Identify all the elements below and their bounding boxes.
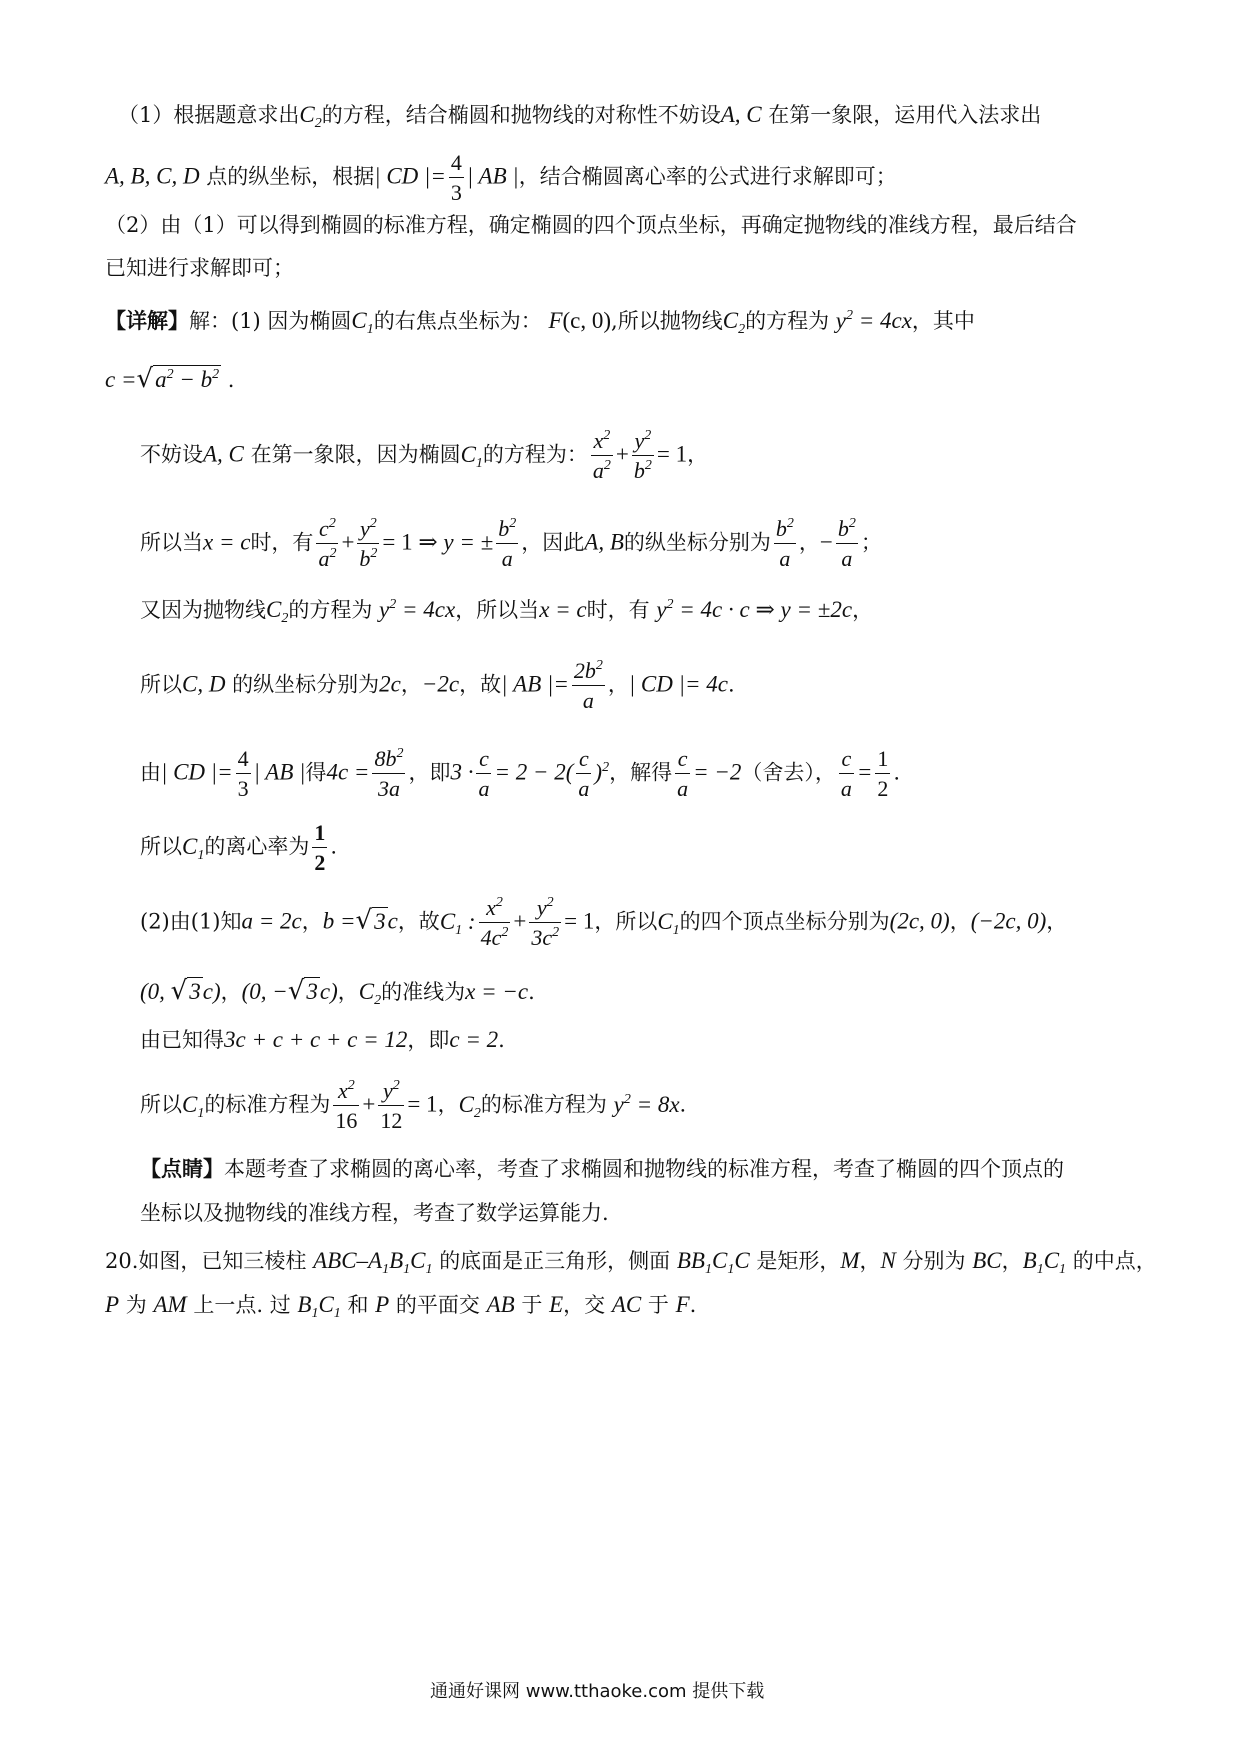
- detail-line-12: 所以$C_1$的标准方程为 $\frac{x^2}{16}$ + $\frac{y^2}{12}$ = 1，$C_2$的标准方程为 $y^2 = 8x$.: [140, 1078, 687, 1133]
- detail-line-6: 所以C, D 的纵坐标分别为2c，−2c，故| AB |= $\frac{2b^2}{a}$ ，| CD |= 4c.: [140, 658, 735, 713]
- page-footer: 通通好课网 www.tthaoke.com 提供下载: [430, 1681, 765, 1702]
- analysis-line-3: （2）由（1）可以得到椭圆的标准方程，确定椭圆的四个顶点坐标，再确定抛物线的准线方程，最后结合: [105, 213, 1077, 237]
- detail-line-11: 由已知得3c + c + c + c = 12，即c = 2.: [140, 1027, 505, 1052]
- detail-line-10: (0, √3c)，(0, −√3c)，$C_2$的准线为x = −c.: [140, 976, 535, 1008]
- detail-line-2: $c =√a^2 - b^2$ .: [105, 364, 235, 394]
- analysis-line-2: A, B, C, D 点的纵坐标，根据| CD |= $\frac{4}{3}$ | AB |，结合椭圆离心率的公式进行求解即可；: [105, 150, 897, 205]
- detail-line-4: 所以当x = c时，有 $\frac{c^2}{a^2}$ + $\frac{y^2}{b^2}$ = 1 ⇒ y = ± $\frac{b^2}{a}$ ，因此A, B的纵坐标分别为 $\frac{b^2}{a}$ ，− $\frac{b^2}{a}$ ；: [140, 516, 882, 571]
- detail-line-7: 由| CD |= $\frac{4}{3}$ | AB |得4c = $\frac{8b^2}{3a}$ ，即3 · $\frac{c}{a}$ = 2 − 2( $\frac{c}{a}$ )$^2$，解得 $\frac{c}{a}$ = −2（舍去）， $\frac{c}{a}$ = $\frac{1}{2}$ .: [140, 746, 901, 801]
- detail-line-8: 所以$C_1$的离心率为 $\frac{1}{2}$ .: [140, 820, 338, 875]
- detail-line-9: (2)由(1)知a = 2c，b =√3c，故$C_1$ : $\frac{x^2}{4c^2}$ + $\frac{y^2}{3c^2}$ = 1，所以$C_1$的四个顶点坐标分别为(2c, 0)，(−2c, 0)，: [140, 895, 1068, 950]
- problem-20-line-1: 20.如图，已知三棱柱 ABC–$A_1B_1C_1$ 的底面是正三角形，侧面 $BB_1C_1C$ 是矩形，M，N 分别为 BC，$B_1C_1$ 的中点，: [105, 1248, 1157, 1277]
- analysis-line-4: 已知进行求解即可；: [105, 256, 294, 280]
- detail-line-3: 不妨设A, C 在第一象限，因为椭圆$C_1$的方程为： $\frac{x^2}{a^2}$ + $\frac{y^2}{b^2}$ = 1，: [140, 428, 709, 483]
- comment-line-1: 【点睛】本题考查了求椭圆的离心率，考查了求椭圆和抛物线的标准方程，考查了椭圆的四个顶点的: [140, 1156, 1064, 1181]
- analysis-line-1: （1）根据题意求出$C_2$的方程，结合椭圆和抛物线的对称性不妨设A, C 在第一象限，运用代入法求出: [118, 102, 1042, 131]
- detail-line-5: 又因为抛物线$C_2$的方程为 $y^2 = 4cx$，所以当x = c时，有 $y^2 = 4c \cdot c$ ⇒ y = ±2c，: [140, 597, 874, 626]
- detail-line-1: 【详解】解：(1) 因为椭圆$C_1$的右焦点坐标为： F(c, 0),所以抛物线$C_2$的方程为 $y^2 = 4cx$，其中: [105, 308, 975, 337]
- problem-20-line-2: P 为 AM 上一点. 过 $B_1C_1$ 和 P 的平面交 AB 于 E，交 AC 于 F.: [105, 1292, 697, 1321]
- comment-line-2: 坐标以及抛物线的准线方程，考查了数学运算能力.: [140, 1201, 609, 1225]
